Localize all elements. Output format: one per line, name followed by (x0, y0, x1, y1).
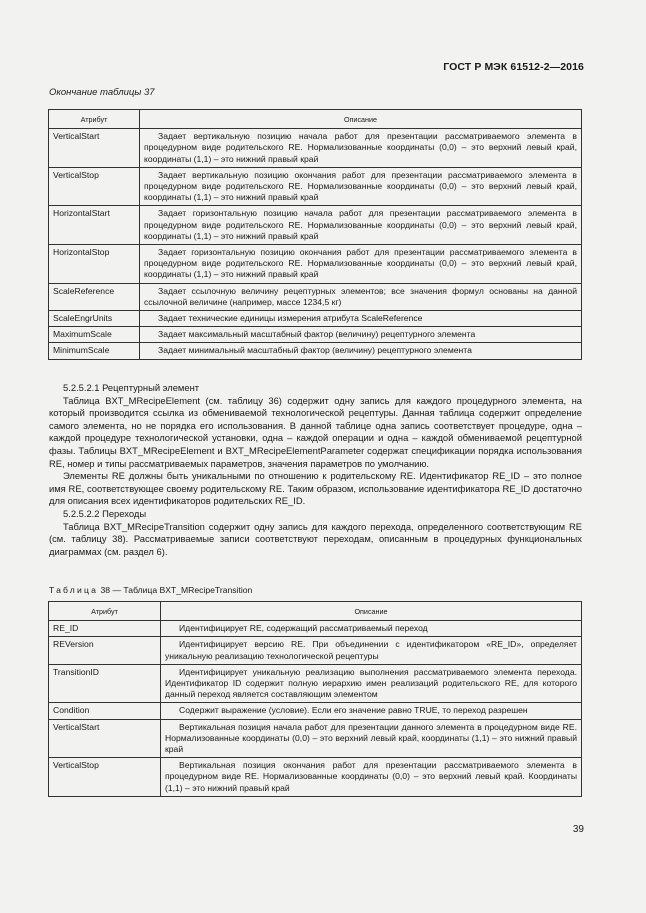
table-row (49, 327, 582, 343)
description-cell: Идентифицирует RE, содержащий рассматриваемый переход (161, 621, 582, 637)
table-row (49, 703, 582, 719)
table-row (49, 167, 582, 206)
attribute-cell: MaximumScale (49, 327, 140, 343)
attribute-cell: VerticalStop (49, 758, 161, 797)
attribute-cell: ScaleReference (49, 283, 140, 310)
column-header-attribute: Атрибут (49, 602, 161, 621)
attribute-cell: Condition (49, 703, 161, 719)
section-heading-transitions: 5.2.5.2.2 Переходы (63, 507, 147, 519)
attribute-cell: HorizontalStop (49, 245, 140, 284)
table-row (49, 637, 582, 664)
table-38 (48, 601, 582, 797)
table-row (49, 245, 582, 284)
table-header-row (49, 110, 582, 129)
table-38-caption (49, 585, 252, 595)
description-cell: Идентифицирует версию RE. При объединении с идентификатором «RE_ID», определяет уникальную реализацию технологической рецептуры (161, 637, 582, 664)
description-cell: Задает максимальный масштабный фактор (величину) рецептурного элемента (140, 327, 582, 343)
table-row (49, 664, 582, 703)
description-cell: Идентифицирует уникальную реализацию выполнения рассматриваемого элемента перехода. Идентификатор ID содержит полную иерархию имен реализаций родительского RE, для которого данный переход является составляющим элементом (161, 664, 582, 703)
table-row (49, 129, 582, 168)
table-row (49, 621, 582, 637)
attribute-cell: HorizontalStart (49, 206, 140, 245)
attribute-cell: VerticalStart (49, 719, 161, 758)
section-heading-recipe-element: 5.2.5.2.1 Рецептурный элемент (63, 382, 200, 393)
column-header-description: Описание (140, 110, 582, 129)
table-38-caption-title: 38 — Таблица BXT_MRecipeTransition (98, 585, 253, 595)
description-cell: Задает вертикальную позицию окончания работ для презентации рассматриваемого элемента в процедурном виде родительского RE. Нормализованные координаты (0,0) – это верхний левый край, координаты (1,1) – это нижний правый край (140, 167, 582, 206)
table-row (49, 758, 582, 797)
attribute-cell: VerticalStart (49, 129, 140, 168)
description-cell: Задает вертикальную позицию начала работ для презентации рассматриваемого элемента в процедурном виде родительского RE. Нормализованные координаты (0,0) – это верхний левый край, координаты (1,1) – это нижний правый край (140, 129, 582, 168)
paragraph: Элементы RE должны быть уникальными по отношению к родительскому RE. Идентификатор RE_ID – это полное имя RE, соответствующее своему родительскому RE. Таким образом, использование идентификатора RE_ID достаточно для описания всех идентификаторов родительских RE_ID. (49, 470, 582, 507)
attribute-cell: VerticalStop (49, 167, 140, 206)
page-number: 39 (572, 824, 584, 835)
attribute-cell: MinimumScale (49, 343, 140, 359)
attribute-cell: TransitionID (49, 664, 161, 703)
description-cell: Задает ссылочную величину рецептурных элементов; все значения формул основаны на данной ссылочной величине (например, массе 1234,5 кг) (140, 283, 582, 310)
table-row (49, 343, 582, 359)
table-row (49, 311, 582, 327)
attribute-cell: RE_ID (49, 621, 161, 637)
table-37 (48, 109, 582, 360)
description-cell: Задает горизонтальную позицию окончания работ для презентации рассматриваемого элемента в процедурном виде родительского RE. Нормализованные координаты (0,0) – это верхний левый край, координаты (1,1) – это нижний правый край (140, 245, 582, 284)
column-header-attribute: Атрибут (49, 110, 140, 129)
description-cell: Вертикальная позиция начала работ для презентации данного элемента в процедурном виде RE. Нормализованные координаты (0,0) – это верхний левый край, координаты (1,1) – это нижний правый край (161, 719, 582, 758)
description-cell: Задает технические единицы измерения атрибута ScaleReference (140, 311, 582, 327)
description-cell: Задает горизонтальную позицию начала работ для презентации рассматриваемого элемента в процедурном виде родительского RE. Нормализованные координаты (0,0) – это верхний левый край, координаты (1,1) – это нижний правый край (140, 206, 582, 245)
table-row (49, 719, 582, 758)
section-body (49, 382, 582, 558)
table-header-row (49, 602, 582, 621)
description-cell: Вертикальная позиция окончания работ для презентации рассматриваемого элемента в процедурном виде RE. Нормализованные координаты (0,0) – это верхний левый край. Координаты (1,1) – это нижний правый край (161, 758, 582, 797)
description-cell: Задает минимальный масштабный фактор (величину) рецептурного элемента (140, 343, 582, 359)
paragraph: Таблица BXT_MRecipeElement (см. таблицу 36) содержит одну запись для каждого процедурного элемента, на который производится ссылка из обмениваемой технологической рецептуры. Данная таблица содержит определение самого элемента, но не порядка его использования. В данной таблице одна запись соответствует процедуре, одна – каждой процедуре технологической установки, одна – каждой операции и одна – каждой обмениваемой рецептурной фазы. Таблицы BXT_MRecipeElement и BXT_MRecipeElementParameter содержат спецификации порядка использования RE, номер и типы рассматриваемых параметров, значения параметров по умолчанию. (49, 394, 582, 469)
table-37-caption: Окончание таблицы 37 (49, 87, 155, 98)
table-row (49, 283, 582, 310)
table-row (49, 206, 582, 245)
attribute-cell: ScaleEngrUnits (49, 311, 140, 327)
standard-header: ГОСТ Р МЭК 61512-2—2016 (443, 61, 584, 73)
column-header-description: Описание (161, 602, 582, 621)
paragraph: Таблица BXT_MRecipeTransition содержит одну запись для каждого перехода, определенного соответствующим RE (см. таблицу 38). Рассматриваемые записи соответствуют переходам, описанным в процедурных функциональных диаграммах (см. раздел 6). (49, 520, 582, 557)
attribute-cell: REVersion (49, 637, 161, 664)
description-cell: Содержит выражение (условие). Если его значение равно TRUE, то переход разрешен (161, 703, 582, 719)
table-38-caption-prefix: Таблица (49, 585, 99, 595)
